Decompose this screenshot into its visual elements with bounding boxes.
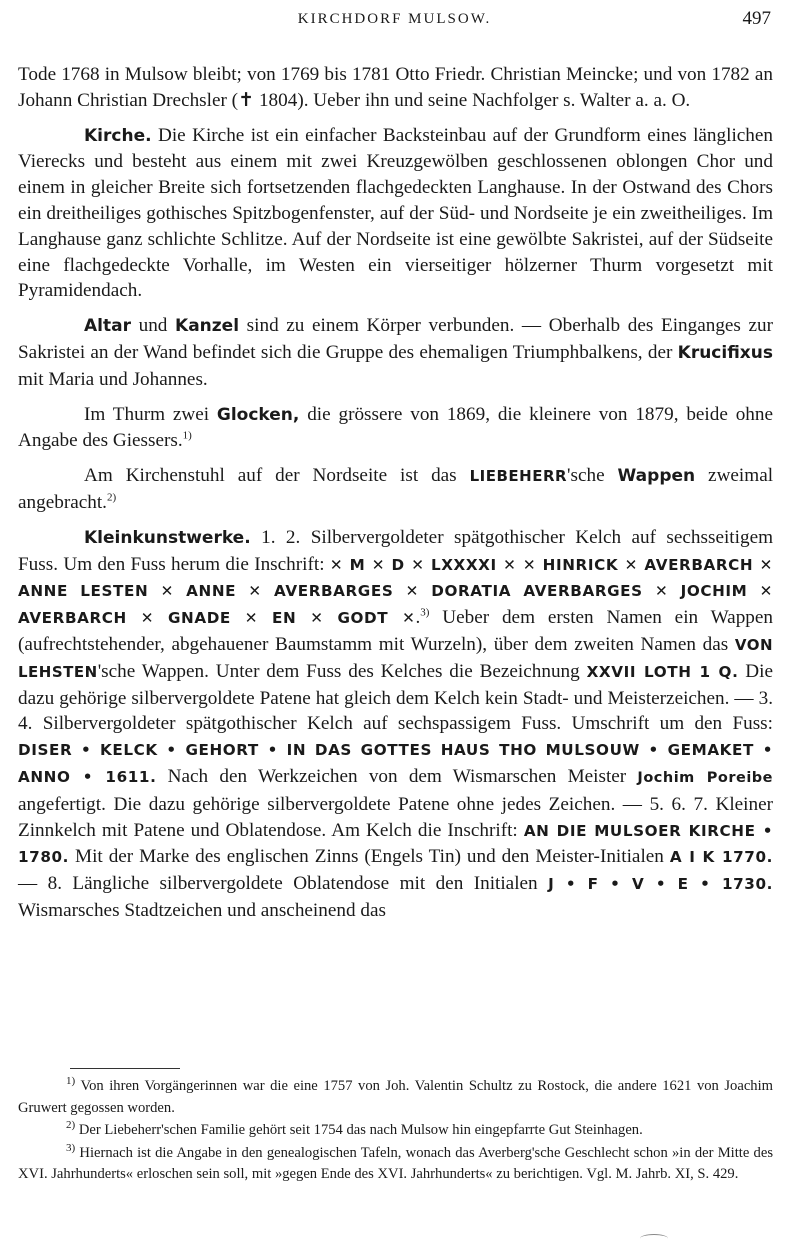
klein-text-6: Nach den Werkzeichen von dem Wismarschen Meister [167,765,627,787]
footnote-3 [18,1143,773,1186]
inscription-averbarch: ✕ M ✕ D ✕ LXXXXI ✕ ✕ HINRICK ✕ AVERBARCH ✕ ANNE LESTEN ✕ ANNE ✕ AVERBARGES ✕ DORATIA AVERBARGES ✕ JOCHIM ✕ AVERBARCH ✕ GNADE ✕ EN ✕ GODT ✕ [18,555,773,628]
klein-text-8: Mit der Marke des englischen Zinns (Engels Tin) und den Meister-Initialen [75,846,664,868]
footnote-2 [18,1120,773,1142]
footnote-3-text: Hiernach ist die Angabe in den genealogischen Tafeln, wonach das Averberg'sche Geschlecht schon »in der Mitte des XVI. Jahrhunderts« erloschen sein soll, mit »gegen Ende des XVI. Jahrhunderts« zu berichtigen. Vgl. M. Jahrb. XI, S. 429. [18,1144,773,1182]
intro-paragraph: Tode 1768 in Mulsow bleibt; von 1769 bis 1781 Otto Friedr. Christian Meincke; und von 1782 an Johann Christian Drechsler (✝ 1804). Ueber ihn und seine Nachfolger s. Walter a. a. O. [18,64,773,111]
weight-mark: XXVII LOTH 1 Q. [586,662,739,681]
klein-text-5: Die dazu gehörige silbervergoldete Patene hat gleich dem Kelch kein Stadt- und Meisterzeichen. — 3. 4. Silbervergoldeter spätgothischer Kelch auf sechspassigem Fuss. Umschrift um den Fuss: [18,660,773,735]
footnote-divider [70,1068,180,1069]
footnote-1 [18,1076,773,1119]
glocken-text-1: Im Thurm zwei [84,403,210,425]
kirche-heading: Kirche. [84,125,152,146]
liebeherr-name: LIEBEHERR [469,467,568,486]
altar-text-2: sind zu einem Körper verbunden. — Oberhalb des Einganges zur Sakristei an der Wand befindet sich die Gruppe des ehemaligen Triumphbalkens, der [18,315,774,363]
footnote-ref-3[interactable]: 3) [420,606,430,619]
footnote-1-text: Von ihren Vorgängerinnen war die eine 1757 von Joh. Valentin Schultz zu Rostock, die andere 1621 von Joachim Gruwert gegossen worden. [18,1078,774,1116]
footnote-2-marker: 2) [66,1119,76,1132]
klein-text-4: 'sche Wappen. Unter dem Fuss des Kelches die Bezeichnung [97,660,580,682]
wappen-paragraph [18,463,773,516]
footnote-ref-2[interactable]: 2) [106,491,117,504]
altar-paragraph [18,313,773,392]
klein-text-2: . [415,607,421,629]
kirche-paragraph [18,123,773,305]
wappen-keyword: Wappen [617,466,696,487]
main-text [18,62,773,933]
initials-mark-jfve: J • F • V • E • 1730. [548,875,774,894]
klein-text-3: Ueber dem ersten Namen ein Wappen (aufrechtstehender, abgehauener Baumstamm mit Wurzeln), über dem zweiten Namen das [18,607,773,655]
footnote-1-marker: 1) [66,1075,76,1088]
wappen-text-1: Am Kirchenstuhl auf der Nordseite ist das [84,465,457,487]
kanzel-keyword: Kanzel [175,316,240,337]
klein-text-9: — 8. Längliche silbervergoldete Oblatendose mit den Initialen [18,873,538,895]
footnotes [18,1076,773,1187]
kirche-text: Die Kirche ist ein einfacher Backsteinbau auf der Grundform eines länglichen Vierecks und besteht aus einem mit zwei Kreuzgewölben geschlossenen oblongen Chor und einem in gleicher Breite sich fortsetzenden flachgedeckten Langhause. In der Ostwand des Chors ein dreitheiliges gothisches Spitzbogenfenster, auf der Süd- und Nordseite je ein zweitheiliges. Im Langhause ganz schlichte Schlitze. Auf der Nordseite ist eine gewölbte Sakristei, auf der Südseite eine flachgedeckte Vorhalle, im Westen ein vierseitiger hölzerner Thurm vorgesetzt mit Pyramidendach. [18,124,774,302]
wappen-text-2: 'sche [567,465,605,487]
glocken-text-2: die grössere von 1869, die kleinere von 1879, beide ohne Angabe des Giessers. [18,403,773,452]
initials-mark-aik: A I K 1770. [669,848,774,867]
altar-text-1: und [138,315,168,337]
page-number: 497 [742,8,771,29]
inscription-mulsoer-kirche: AN DIE MULSOER KIRCHE • 1780. [18,821,773,867]
running-title: KIRCHDORF MULSOW. [297,11,492,27]
krucifixus-keyword: Krucifixus [677,342,773,363]
klein-text-10: Wismarsches Stadtzeichen und anscheinend das [18,899,386,921]
inscription-diser-kelck: DISER • KELCK • GEHORT • IN DAS GOTTES HAUS THO MULSOUW • GEMAKET • ANNO • 1611. [18,741,773,786]
altar-text-3: mit Maria und Johannes. [18,368,208,390]
altar-keyword: Altar [84,316,131,337]
glocken-paragraph [18,402,773,455]
von-lehsten-name: VON LEHSTEN [18,635,774,681]
footnote-3-marker: 3) [66,1141,76,1154]
kleinkunstwerke-paragraph [18,525,773,924]
footnote-ref-1[interactable]: 1) [182,429,192,442]
klein-text-1: 1. 2. Silbervergoldeter spätgothischer Kelch auf sechsseitigem Fuss. Um den Fuss herum die Inschrift: [18,526,774,575]
master-name: Jochim Poreibe [637,769,774,786]
glocken-keyword: Glocken, [216,404,300,425]
klein-text-7: angefertigt. Die dazu gehörige silbervergoldete Patene ohne jedes Zeichen. — 5. 6. 7. Kleiner Zinnkelch mit Patene und Oblatendose. Am Kelch die Inschrift: [18,793,773,841]
kleinkunstwerke-heading: Kleinkunstwerke. [84,527,251,548]
footnote-2-text: Der Liebeherr'schen Familie gehört seit 1754 das nach Mulsow hin eingepfarrte Gut Steinhagen. [78,1122,643,1138]
wappen-text-3: zweimal angebracht. [18,465,774,513]
running-header [18,8,771,34]
